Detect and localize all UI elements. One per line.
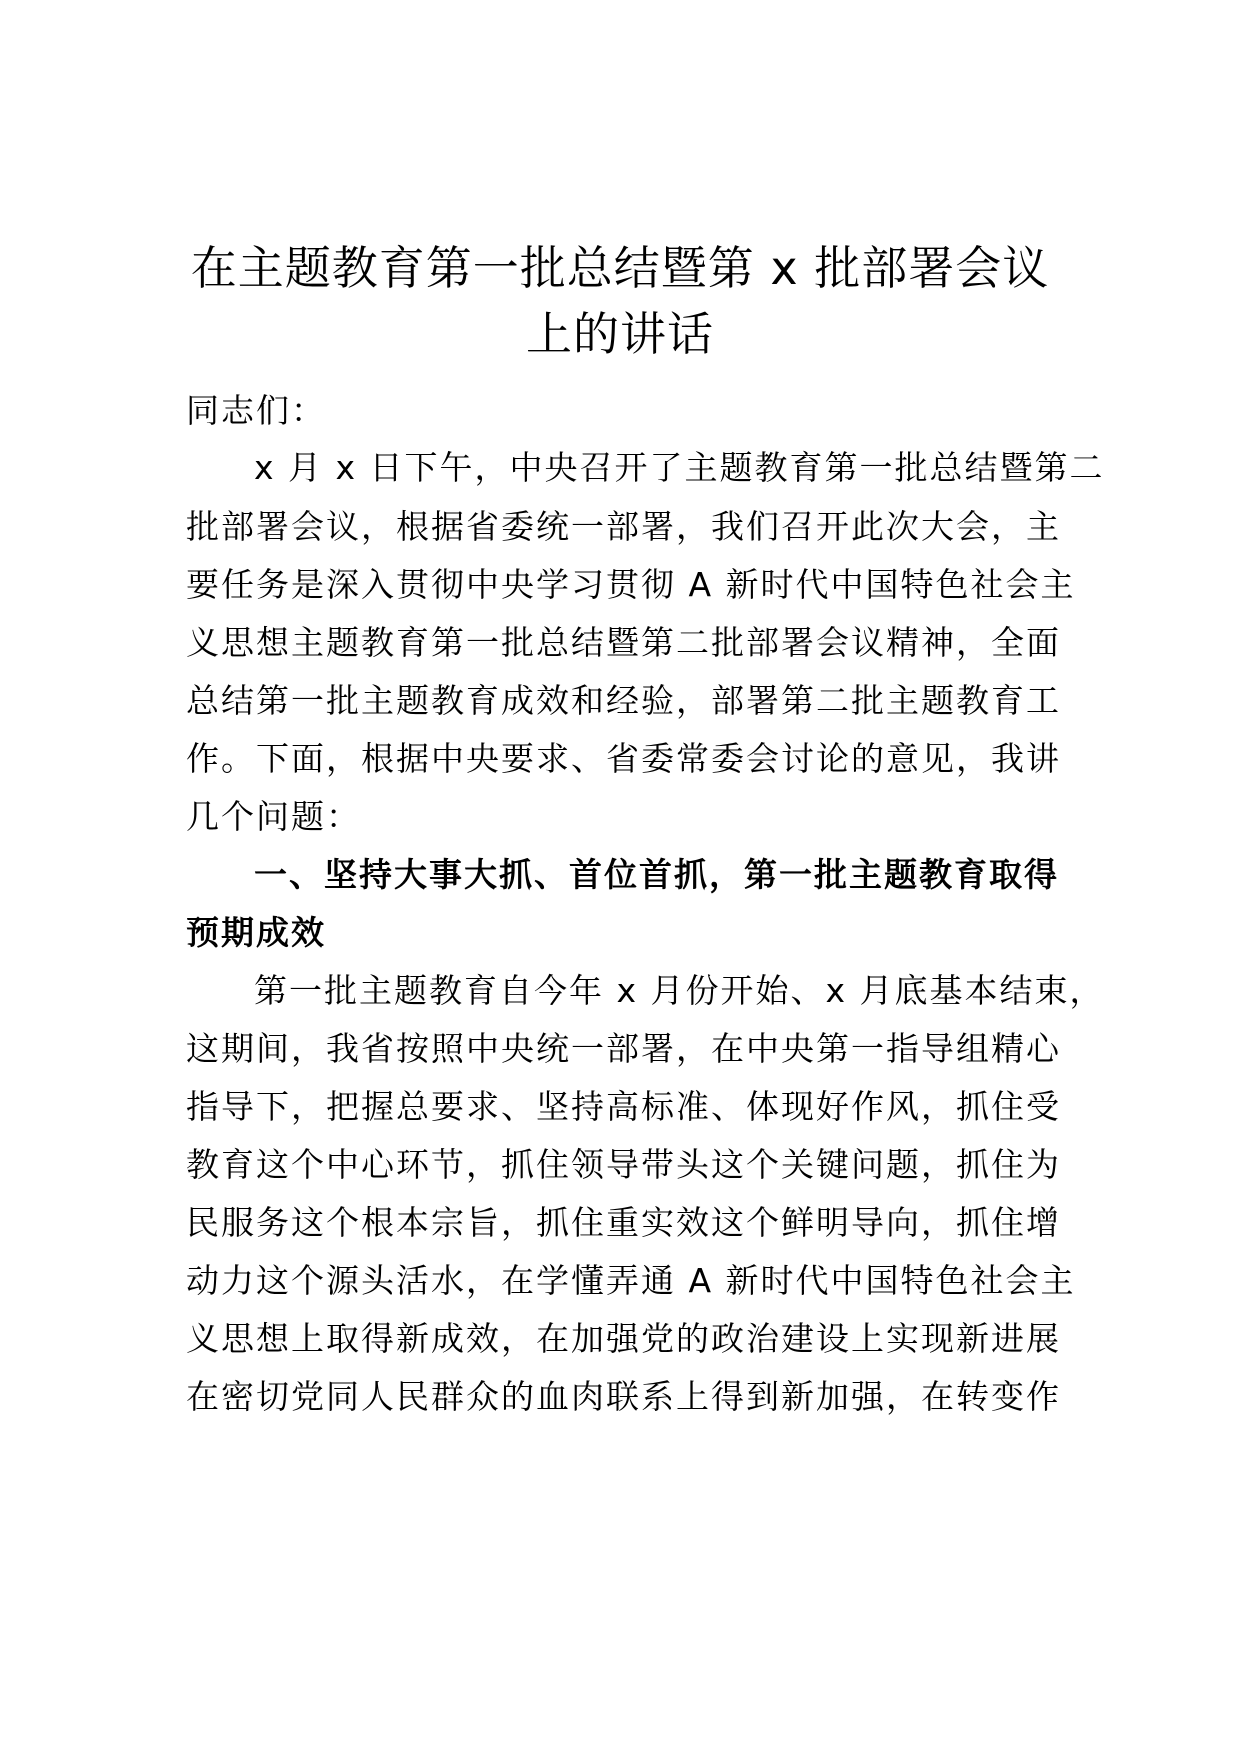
- paragraph-2-line-6: 动力这个源头活水，在学懂弄通 A 新时代中国特色社会主: [186, 1261, 1076, 1300]
- paragraph-2-line-1: 第一批主题教育自今年 x 月份开始、x 月底基本结束，: [254, 971, 1105, 1010]
- paragraph-1-line-2: 批部署会议，根据省委统一部署，我们召开此次大会，主: [186, 507, 1061, 546]
- paragraph-1-line-5: 总结第一批主题教育成效和经验，部署第二批主题教育工: [186, 681, 1061, 720]
- paragraph-1-line-4: 义思想主题教育第一批总结暨第二批部署会议精神，全面: [186, 623, 1061, 662]
- paragraph-2-line-4: 教育这个中心环节，抓住领导带头这个关键问题，抓住为: [186, 1145, 1061, 1184]
- paragraph-2-line-8: 在密切党同人民群众的血肉联系上得到新加强，在转变作: [186, 1377, 1061, 1416]
- paragraph-1-line-3: 要任务是深入贯彻中央学习贯彻 A 新时代中国特色社会主: [186, 565, 1076, 604]
- section-heading-line-1: 一、坚持大事大抓、首位首抓，第一批主题教育取得: [254, 855, 1059, 894]
- paragraph-2-line-5: 民服务这个根本宗旨，抓住重实效这个鲜明导向，抓住增: [186, 1203, 1061, 1242]
- paragraph-2-line-3: 指导下，把握总要求、坚持高标准、体现好作风，抓住受: [186, 1087, 1061, 1126]
- paragraph-1-line-7: 几个问题：: [186, 797, 361, 836]
- salutation: 同志们：: [186, 391, 326, 430]
- paragraph-2-line-7: 义思想上取得新成效，在加强党的政治建设上实现新进展: [186, 1319, 1061, 1358]
- document-title-line-2: 上的讲话: [526, 307, 714, 361]
- paragraph-2-line-2: 这期间，我省按照中央统一部署，在中央第一指导组精心: [186, 1029, 1061, 1068]
- section-heading-line-2: 预期成效: [186, 913, 326, 952]
- paragraph-1-line-6: 作。下面，根据中央要求、省委常委会讨论的意见，我讲: [186, 739, 1061, 778]
- paragraph-1-line-1: x 月 x 日下午，中央召开了主题教育第一批总结暨第二: [254, 448, 1105, 487]
- document-title-line-1: 在主题教育第一批总结暨第 x 批部署会议: [190, 241, 1050, 295]
